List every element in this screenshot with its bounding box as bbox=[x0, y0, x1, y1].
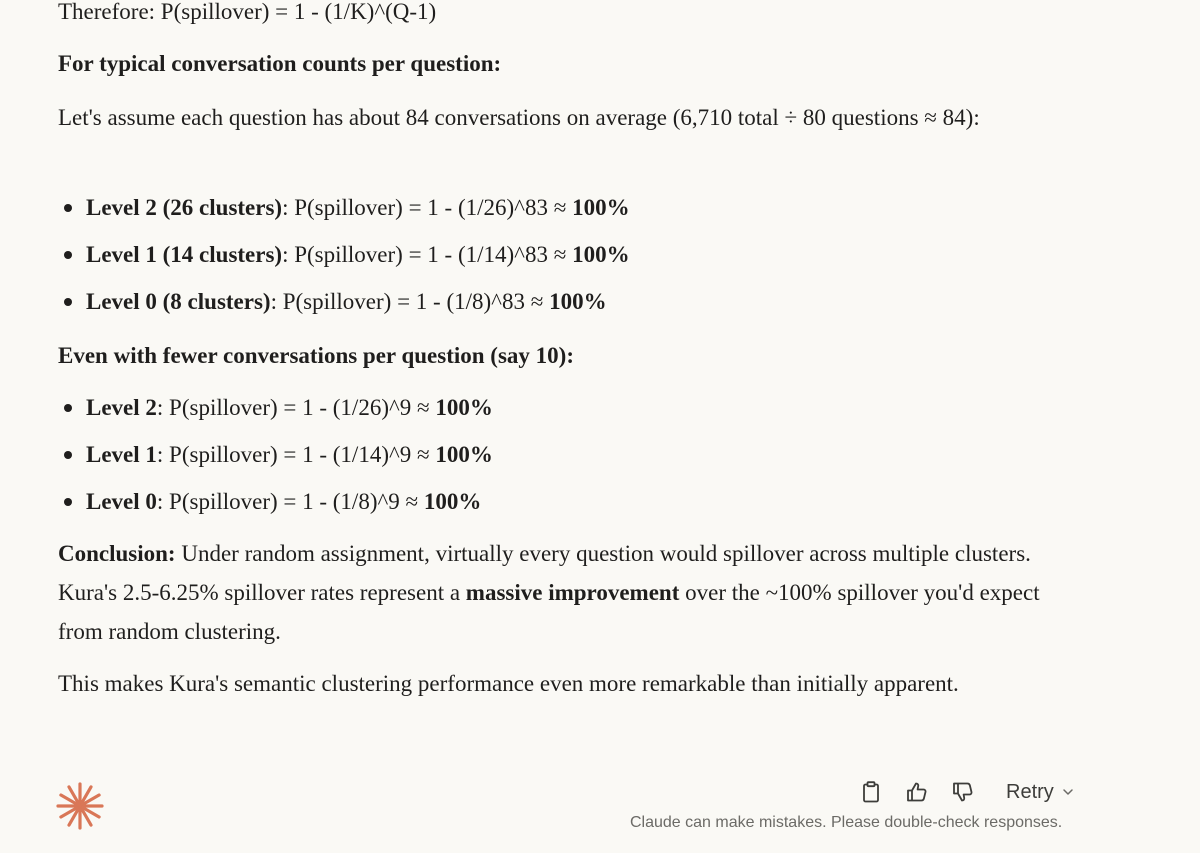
list-item bbox=[58, 435, 493, 482]
section-heading-typical: For typical conversation counts per question: bbox=[58, 51, 502, 76]
conclusion-paragraph bbox=[58, 534, 1058, 651]
assumption-paragraph: Let's assume each question has about 84 conversations on average (6,710 total ÷ 80 questions ≈ 84): bbox=[58, 105, 980, 130]
level-result: 100% bbox=[572, 242, 630, 267]
level-formula: : P(spillover) = 1 - (1/8)^9 ≈ bbox=[156, 489, 424, 514]
list-item bbox=[58, 188, 630, 235]
conclusion-emphasis: massive improvement bbox=[465, 580, 680, 605]
fewer-levels-list bbox=[58, 388, 493, 529]
list-item bbox=[58, 235, 630, 282]
thumbs-down-button[interactable] bbox=[950, 779, 976, 805]
level-result: 100% bbox=[435, 442, 493, 467]
formula-line: Therefore: P(spillover) = 1 - (1/K)^(Q-1) bbox=[58, 0, 437, 24]
list-item bbox=[58, 388, 493, 435]
clipboard-icon bbox=[861, 781, 881, 803]
level-label: Level 0 (8 clusters) bbox=[86, 289, 271, 314]
claude-asterisk-icon bbox=[54, 780, 106, 832]
level-formula: : P(spillover) = 1 - (1/26)^9 ≈ bbox=[156, 395, 436, 420]
thumbs-up-icon bbox=[905, 780, 929, 804]
typical-levels-list bbox=[58, 188, 630, 329]
closing-paragraph: This makes Kura's semantic clustering performance even more remarkable than initially apparent. bbox=[58, 671, 959, 696]
level-result: 100% bbox=[572, 195, 630, 220]
conclusion-text-a: Under random assignment, virtually every question would spillover across multiple clusters. Kura's 2.5-6.25% spillover rates represent a bbox=[58, 541, 1031, 605]
level-label: Level 2 bbox=[86, 395, 157, 420]
list-item bbox=[58, 282, 630, 329]
level-formula: : P(spillover) = 1 - (1/8)^83 ≈ bbox=[270, 289, 550, 314]
thumbs-down-icon bbox=[951, 780, 975, 804]
level-result: 100% bbox=[549, 289, 607, 314]
conclusion-text-b: over the ~100% spillover you'd expect from random clustering. bbox=[58, 580, 1040, 644]
message-actions bbox=[858, 776, 1074, 808]
chevron-down-icon bbox=[1062, 786, 1074, 798]
level-label: Level 1 (14 clusters) bbox=[86, 242, 283, 267]
retry-label: Retry bbox=[1006, 780, 1054, 803]
level-label: Level 1 bbox=[86, 442, 157, 467]
level-label: Level 2 (26 clusters) bbox=[86, 195, 283, 220]
copy-button[interactable] bbox=[858, 779, 884, 805]
level-label: Level 0 bbox=[86, 489, 157, 514]
disclaimer-text: Claude can make mistakes. Please double-check responses. bbox=[630, 814, 1063, 831]
conclusion-label: Conclusion: bbox=[58, 541, 176, 566]
section-heading-fewer: Even with fewer conversations per question (say 10): bbox=[58, 343, 574, 368]
level-result: 100% bbox=[423, 489, 482, 514]
list-item bbox=[58, 482, 493, 529]
level-result: 100% bbox=[435, 395, 493, 420]
level-formula: : P(spillover) = 1 - (1/14)^9 ≈ bbox=[156, 442, 436, 467]
level-formula: : P(spillover) = 1 - (1/26)^83 ≈ bbox=[282, 195, 573, 220]
thumbs-up-button[interactable] bbox=[904, 779, 930, 805]
level-formula: : P(spillover) = 1 - (1/14)^83 ≈ bbox=[282, 242, 573, 267]
retry-button[interactable] bbox=[1006, 781, 1074, 804]
